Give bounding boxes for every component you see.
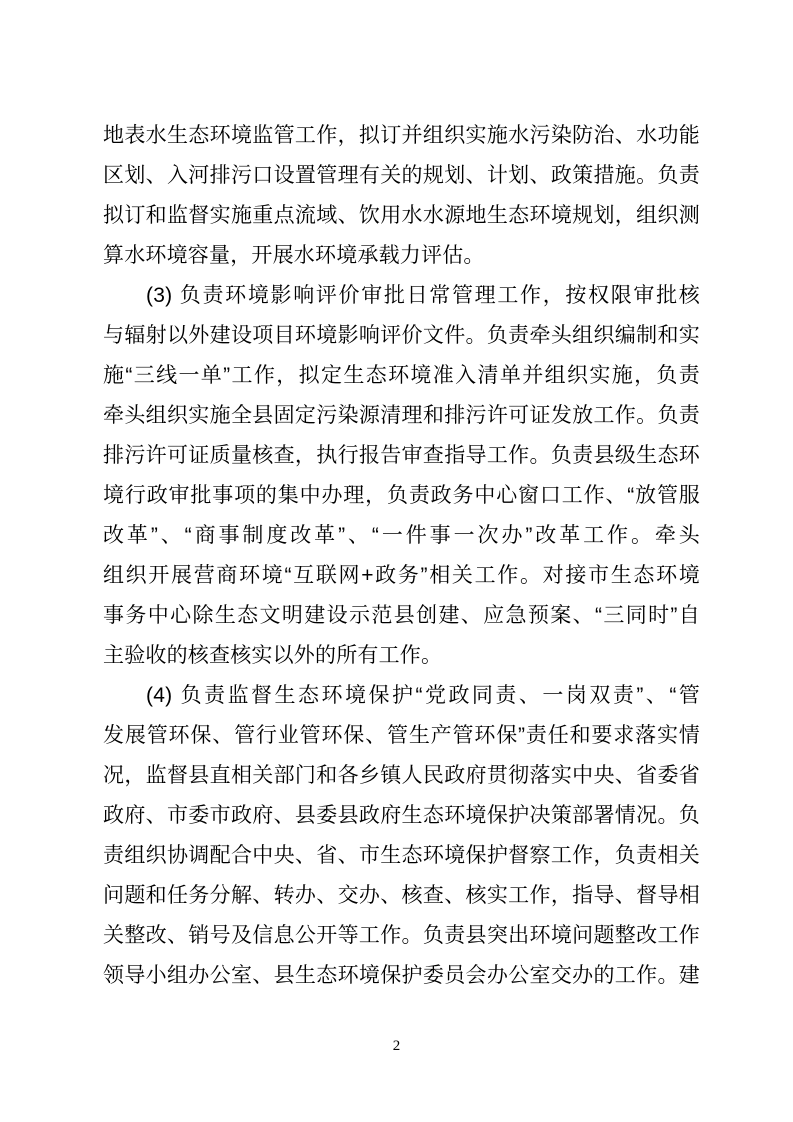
- text-line: 排污许可证质量核查，执行报告审查指导工作。负责县级生态环: [103, 444, 700, 467]
- text-line: 况，监督县直相关部门和各乡镇人民政府贯彻落实中央、省委省: [103, 764, 700, 787]
- text-line: 领导小组办公室、县生态环境保护委员会办公室交办的工作。建: [103, 964, 700, 987]
- text-line: 发展管环保、管行业管环保、管生产管环保”责任和要求落实情: [103, 724, 700, 747]
- text-line: 政府、市委市政府、县委县政府生态环境保护决策部署情况。负: [103, 804, 700, 827]
- text-line: 问题和任务分解、转办、交办、核查、核实工作，指导、督导相: [103, 884, 700, 907]
- text-line: (4) 负责监督生态环境保护“党政同责、一岗双责”、“管: [146, 684, 700, 707]
- text-line: 牵头组织实施全县固定污染源清理和排污许可证发放工作。负责: [103, 404, 700, 427]
- text-line: 拟订和监督实施重点流域、饮用水水源地生态环境规划，组织测: [103, 204, 700, 227]
- document-body: [103, 116, 700, 996]
- text-line: 境行政审批事项的集中办理，负责政务中心窗口工作、“放管服: [103, 484, 700, 507]
- text-line: 施“三线一单”工作，拟定生态环境准入清单并组织实施，负责: [103, 364, 700, 387]
- text-line: 算水环境容量，开展水环境承载力评估。: [103, 244, 485, 267]
- text-line: 责组织协调配合中央、省、市生态环境保护督察工作，负责相关: [103, 844, 700, 867]
- text-line: 关整改、销号及信息公开等工作。负责县突出环境问题整改工作: [103, 924, 700, 947]
- text-line: 与辐射以外建设项目环境影响评价文件。负责牵头组织编制和实: [103, 324, 700, 347]
- text-line: 地表水生态环境监管工作，拟订并组织实施水污染防治、水功能: [103, 124, 700, 147]
- text-line: 改革”、“商事制度改革”、“一件事一次办”改革工作。牵头: [103, 524, 700, 547]
- text-line: 组织开展营商环境“互联网+政务”相关工作。对接市生态环境: [103, 564, 700, 587]
- page-number: 2: [392, 1038, 401, 1054]
- text-line: 区划、入河排污口设置管理有关的规划、计划、政策措施。负责: [103, 164, 700, 187]
- text-line: 主验收的核查核实以外的所有工作。: [103, 644, 443, 667]
- text-line: 事务中心除生态文明建设示范县创建、应急预案、“三同时”自: [103, 604, 700, 627]
- text-line: (3) 负责环境影响评价审批日常管理工作，按权限审批核: [146, 284, 700, 307]
